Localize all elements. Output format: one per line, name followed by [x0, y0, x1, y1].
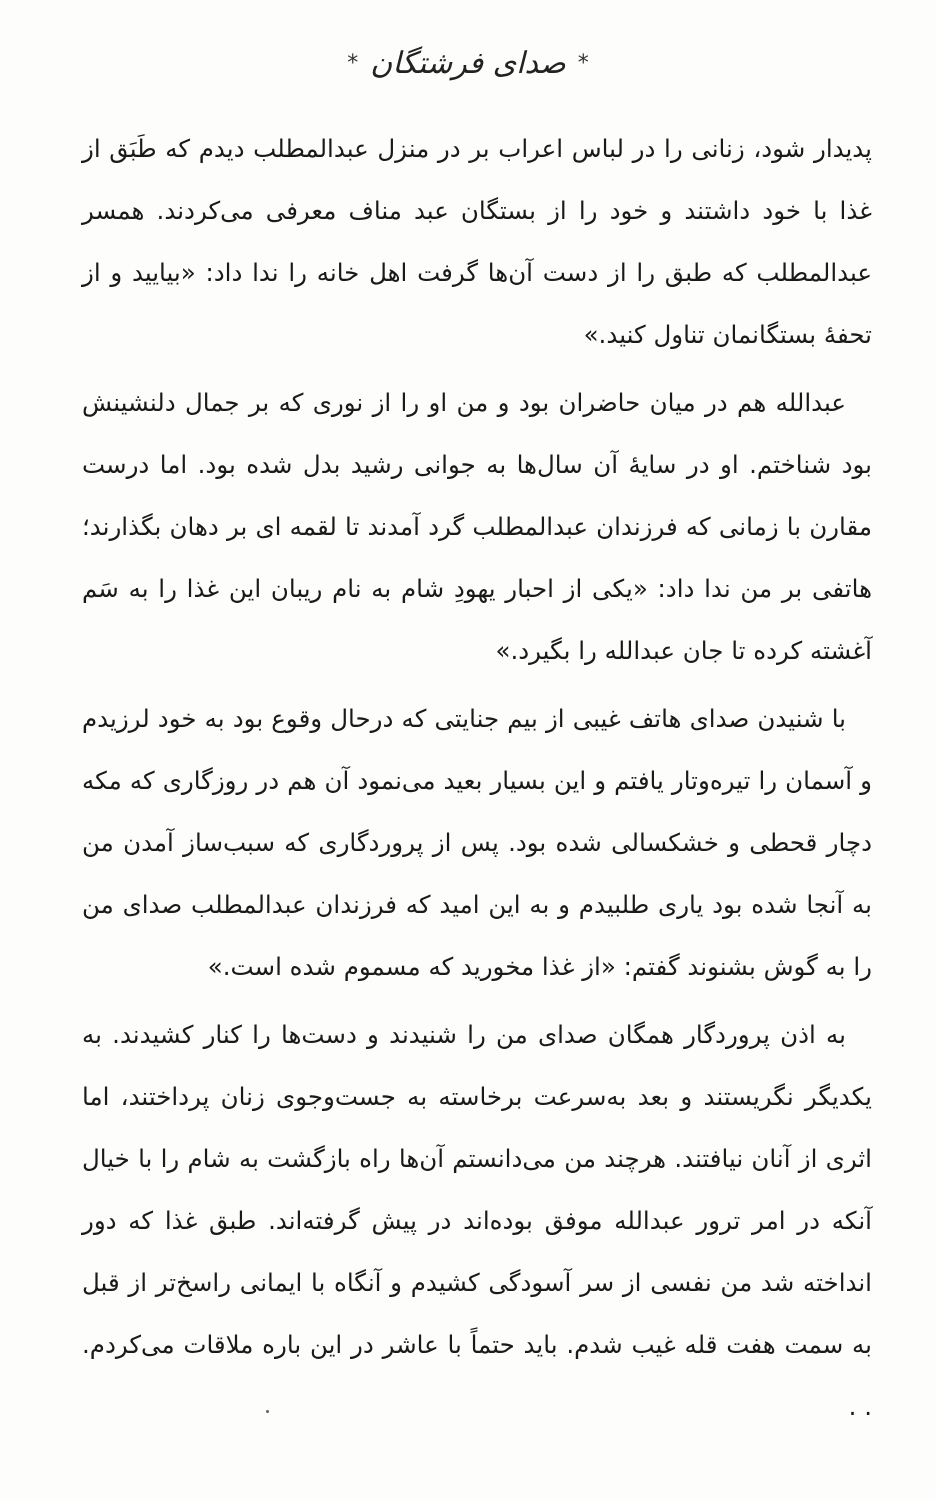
ornament-star-icon: * — [577, 50, 589, 76]
paragraph-2: عبدالله هم در میان حاضران بود و من او را از نوری که بر جمال دلنشینش بود شناختم. او در سایهٔ آن سال‌ها به جوانی رشید بدل شده بود. اما درست مقارن با زمانی که فرزندان عبدالمطلب گرد آمدند تا لقمه ای بر دهان بگذارند؛ هاتفی بر من ندا داد: «یکی از احبار یهودِ شام به نام ریبان این غذا را به سَم آغشته کرده تا جان عبدالله را بگیرد.» — [82, 388, 872, 665]
paper-speck — [266, 1410, 269, 1413]
page-body-text — [82, 118, 872, 1444]
ornament-star-icon: * — [347, 50, 359, 76]
paragraph-4: به اذن پروردگار همگان صدای من را شنیدند و دست‌ها را کنار کشیدند. به یکدیگر نگریستند و بعد به‌سرعت برخاسته به جست‌وجوی زنان پرداختند، اما اثری از آنان نیافتند. هرچند من می‌دانستم آن‌ها راه بازگشت به شام را با خیال آنکه در امر ترور عبدالله موفق بوده‌اند در پیش گرفته‌اند. طبق غذا که دور انداخته شد من نفسی از سر آسودگی کشیدم و آنگاه با ایمانی راسخ‌تر از قبل به سمت هفت قله غیب شدم. باید حتماً با عاشر در این باره ملاقات می‌کردم. . . — [82, 1020, 872, 1421]
running-title: صدای فرشتگان — [370, 45, 566, 81]
running-header — [0, 38, 936, 88]
paragraph-1: پدیدار شود، زنانی را در لباس اعراب بر در منزل عبدالمطلب دیدم که طَبَق از غذا با خود داشتند و خود را از بستگان عبد مناف معرفی می‌کردند. همسر عبدالمطلب که طبق را از دست آن‌ها گرفت اهل خانه را ندا داد: «بیایید و از تحفهٔ بستگانمان تناول کنید.» — [82, 134, 872, 349]
paragraph-3: با شنیدن صدای هاتف غیبی از بیم جنایتی که درحال وقوع بود به خود لرزیدم و آسمان را تیره‌وتار یافتم و این بسیار بعید می‌نمود آن هم در روزگاری که مکه دچار قحطی و خشکسالی شده بود. پس از پروردگاری که سبب‌ساز آمدن من به آنجا شده بود یاری طلبیدم و به این امید که فرزندان عبدالمطلب صدای من را به گوش بشنوند گفتم: «از غذا مخورید که مسموم شده است.» — [82, 704, 872, 981]
